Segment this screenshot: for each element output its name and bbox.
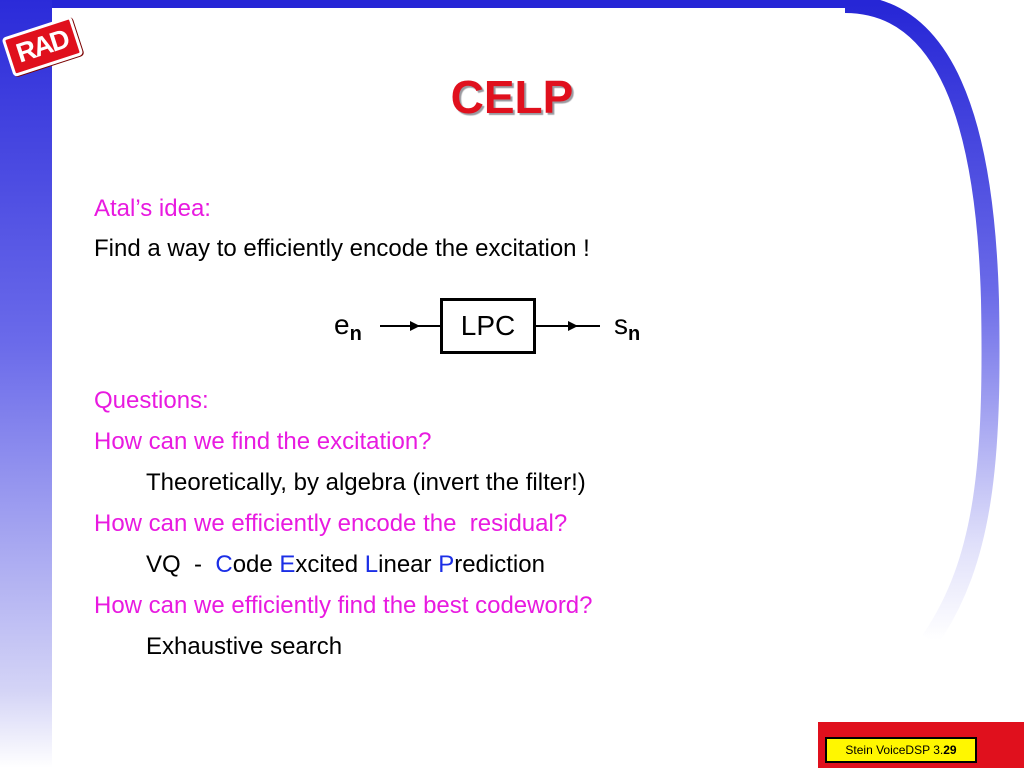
question-1: How can we find the excitation? [94,428,432,455]
output-arrowhead [568,321,578,331]
intro-heading: Atal’s idea: [94,195,211,222]
input-arrowhead [410,321,420,331]
lpc-block [440,298,536,354]
output-signal-label: $s_n$ [614,309,641,345]
footer-label: Stein VoiceDSP 3. 29 [825,737,977,763]
lpc-block-label: LPC [460,310,516,341]
slide-number: 29 [943,743,957,757]
rad-logo: RAD [1,16,83,77]
question-3: How can we efficiently find the best codeword? [94,592,593,619]
questions-heading: Questions: [94,387,209,414]
intro-text: Find a way to efficiently encode the excitation ! [94,235,590,262]
answer-2: VQ - Code Excited Linear Prediction [146,551,545,578]
question-2: How can we efficiently encode the residual? [94,510,568,537]
slide-title: CELP [450,71,574,123]
input-signal-label: $e_n$ [334,309,362,345]
answer-3: Exhaustive search [146,633,343,660]
answer-1: Theoretically, by algebra (invert the filter!) [146,469,586,496]
